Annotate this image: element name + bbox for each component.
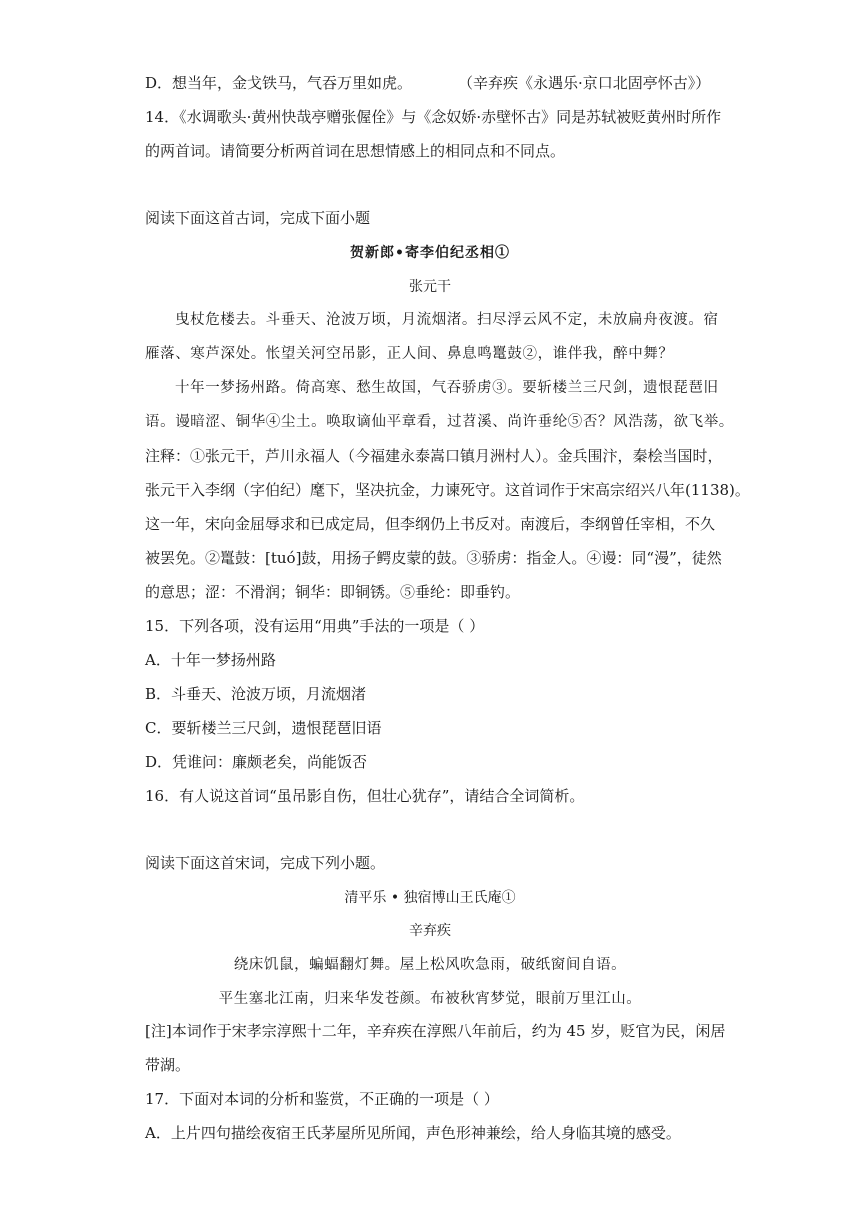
question-15-option-d: D．凭谁问：廉颇老矣，尚能饭否 [145,753,368,771]
question-15: 15．下列各项，没有运用“用典”手法的一项是（ ） [145,617,485,635]
section1-notes-line: 这一年，宋向金屈辱求和已成定局，但李纲仍上书反对。南渡后，李纲曾任宰相，不久 [145,515,716,533]
section2-note-line: [注]本词作于宋孝宗淳熙十二年，辛弃疾在淳熙八年前后，约为 45 岁，贬官为民，闲居 [145,1022,726,1040]
q13-option-d: D．想当年，金戈铁马，气吞万里如虎。 [145,74,413,92]
question-17-option-a: A．上片四句描绘夜宿王氏茅屋所见所闻，声色形神兼绘，给人身临其境的感受。 [145,1124,681,1142]
section1-instruction: 阅读下面这首古词，完成下面小题 [145,209,371,227]
section1-poem-line: 曳杖危楼去。斗垂天、沧波万顷，月流烟渚。扫尽浮云风不定，未放扁舟夜渡。宿 [175,312,719,328]
section1-poem-line: 语。谩暗涩、铜华④尘土。唤取谪仙平章看，过苕溪、尚许垂纶⑤否？风浩荡，欲飞举。 [145,414,734,430]
question-14-line-2: 的两首词。请简要分析两首词在思想情感上的相同点和不同点。 [145,142,566,160]
question-16: 16．有人说这首词“虽吊影自伤，但壮心犹存”，请结合全词简析。 [145,787,585,805]
section1-author: 张元干 [409,279,451,295]
section2-author: 辛弃疾 [409,923,451,939]
section2-poem-title: 清平乐 • 独宿博山王氏庵① [344,890,516,906]
section2-note-line: 带湖。 [145,1056,191,1074]
section2-poem-line: 绕床饥鼠，蝙蝠翻灯舞。屋上松风吹急雨，破纸窗间自语。 [233,957,627,973]
section2-instruction: 阅读下面这首宋词，完成下列小题。 [145,854,386,872]
question-15-option-a: A．十年一梦扬州路 [145,651,276,669]
section1-notes-line: 张元干入李纲（字伯纪）麾下，坚决抗金，力谏死守。这首词作于宋高宗绍兴八年(1138)。 [145,481,750,499]
section1-notes-line: 被罢免。②鼍鼓：[tuó]鼓，用扬子鳄皮蒙的鼓。③骄虏：指金人。④谩：同“漫”，徒然 [145,549,722,567]
section1-poem-line: 十年一梦扬州路。倚高寒、愁生故国，气吞骄虏③。要斩楼兰三尺剑，遗恨琵琶旧 [175,380,719,396]
question-15-option-b: B．斗垂天、沧波万顷，月流烟渚 [145,685,367,703]
section1-notes-line: 的意思；涩：不滑润；铜华：即铜锈。⑤垂纶：即垂钓。 [145,583,521,601]
section1-notes-line: 注释：①张元干，芦川永福人（今福建永泰嵩口镇月洲村人）。金兵围汴，秦桧当国时， [145,447,723,465]
section1-poem-title: 贺新郎•寄李伯纪丞相① [350,245,510,261]
q13-option-d-source: （辛弃疾《永遇乐·京口北固亭怀古》） [458,74,711,92]
question-17: 17．下面对本词的分析和鉴赏，不正确的一项是（ ） [145,1090,499,1108]
section2-poem-line: 平生塞北江南，归来华发苍颜。布被秋宵梦觉，眼前万里江山。 [218,991,642,1007]
section1-poem-line: 雁落、寒芦深处。怅望关河空吊影，正人间、鼻息鸣鼍鼓②，谁伴我，醉中舞？ [145,346,674,362]
question-15-option-c: C．要斩楼兰三尺剑，遗恨琵琶旧语 [145,719,382,737]
question-14-line-1: 14．《水调歌头·黄州快哉亭赠张偓佺》与《念奴娇·赤壁怀古》同是苏轼被贬黄州时所作 [145,108,722,126]
